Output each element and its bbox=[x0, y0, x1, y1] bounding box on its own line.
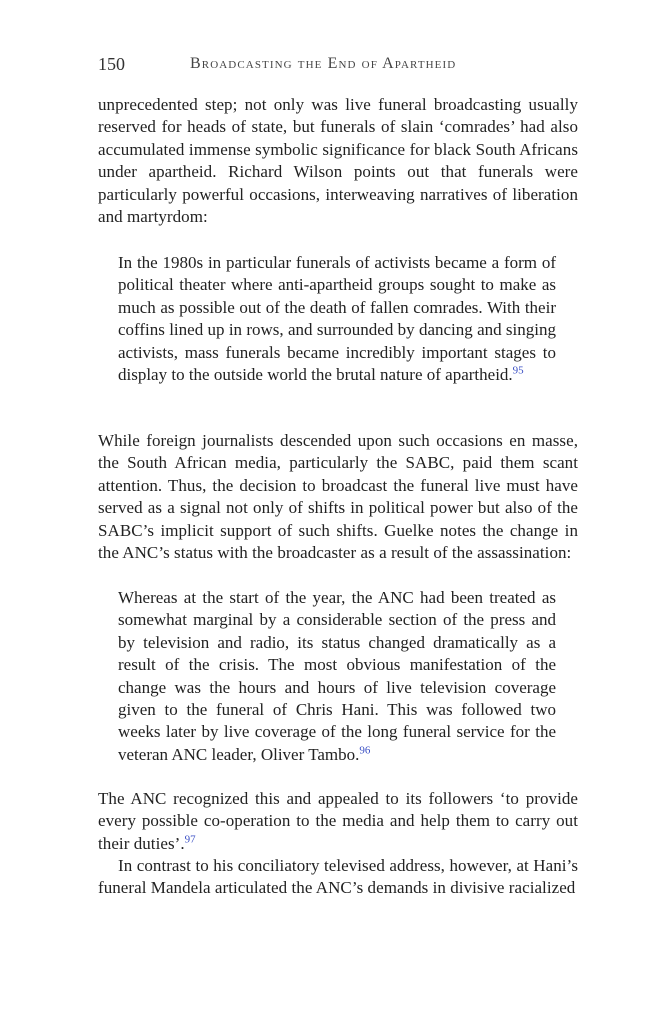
running-title: Broadcasting the End of Apartheid bbox=[190, 55, 457, 72]
paragraph-text: The ANC recognized this and appealed to its followers ‘to provide every possible co-operation to the media and help them to carry out their duties’. bbox=[98, 789, 578, 853]
page-header bbox=[98, 54, 578, 78]
quote-text: In the 1980s in particular funerals of activists became a form of political theater where anti-apartheid groups sought to make as much as possible out of the death of fallen comrades. With their coffins lined up in rows, and surrounded by dancing and singing activists, mass funerals became incredibly important stages to display to the outside world the brutal nature of apartheid. bbox=[118, 253, 556, 385]
footnote-link[interactable]: 96 bbox=[359, 744, 371, 757]
paragraph-text: In contrast to his conciliatory televised address, however, at Hani’s funeral Mandela articulated the ANC’s demands in divisive racialized bbox=[98, 856, 578, 898]
block-quote bbox=[118, 252, 556, 386]
body-paragraph bbox=[98, 788, 578, 855]
quote-text: Whereas at the start of the year, the ANC had been treated as somewhat marginal by a considerable section of the press and by television and radio, its status changed dramatically as a result of the crisis. The most obvious manifestation of the change was the hours and hours of live television coverage given to the funeral of Chris Hani. This was followed two weeks later by live coverage of the long funeral service for the veteran ANC leader, Oliver Tambo. bbox=[118, 588, 556, 764]
paragraph-text: While foreign journalists descended upon such occasions en masse, the South African media, particularly the SABC, paid them scant attention. Thus, the decision to broadcast the funeral live must have served as a signal not only of shifts in political power but also of the SABC’s implicit support of such shifts. Guelke notes the change in the ANC’s status with the broadcaster as a result of the assassination: bbox=[98, 431, 578, 563]
body-paragraph bbox=[98, 94, 578, 228]
footnote-link[interactable]: 97 bbox=[184, 833, 196, 846]
footnote-link[interactable]: 95 bbox=[512, 364, 524, 377]
body-paragraph bbox=[98, 430, 578, 564]
paragraph-text: unprecedented step; not only was live funeral broadcasting usually reserved for heads of state, but funerals of slain ‘comrades’ had also accumulated immense symbolic significance for black South Africans under apartheid. Richard Wilson points out that funerals were particularly powerful occasions, interweaving narratives of liberation and martyrdom: bbox=[98, 95, 578, 227]
page-number: 150 bbox=[98, 54, 125, 74]
block-quote bbox=[118, 587, 556, 766]
body-paragraph bbox=[98, 855, 578, 900]
